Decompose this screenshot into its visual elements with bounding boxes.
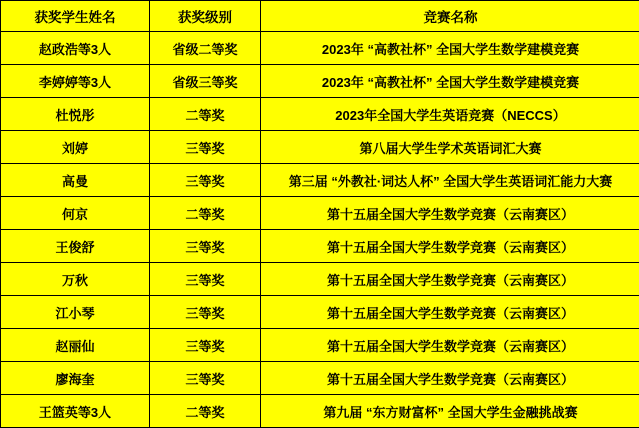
table-row [1, 362, 639, 395]
cell-competition-name: 2023年全国大学生英语竞赛（NECCS） [261, 98, 639, 131]
cell-competition-name: 第三届 “外教社·词达人杯” 全国大学生英语词汇能力大赛 [261, 164, 639, 197]
cell-student-name: 廖海奎 [1, 362, 150, 395]
cell-award-level: 三等奖 [150, 164, 261, 197]
cell-student-name: 江小琴 [1, 296, 150, 329]
column-header-competition-name: 竞赛名称 [261, 1, 639, 32]
cell-student-name: 赵丽仙 [1, 329, 150, 362]
table-row [1, 263, 639, 296]
table-row [1, 197, 639, 230]
table-row [1, 164, 639, 197]
cell-award-level: 省级三等奖 [150, 65, 261, 98]
cell-competition-name: 第八届大学生学术英语词汇大赛 [261, 131, 639, 164]
cell-competition-name: 第十五届全国大学生数学竞赛（云南赛区） [261, 197, 639, 230]
cell-competition-name: 第十五届全国大学生数学竞赛（云南赛区） [261, 230, 639, 263]
cell-competition-name: 2023年 “高教社杯” 全国大学生数学建模竞赛 [261, 65, 639, 98]
cell-student-name: 王篮英等3人 [1, 395, 150, 428]
table-row [1, 395, 639, 428]
cell-student-name: 赵政浩等3人 [1, 32, 150, 65]
table-row [1, 131, 639, 164]
cell-award-level: 三等奖 [150, 362, 261, 395]
table-row [1, 65, 639, 98]
column-header-student-name: 获奖学生姓名 [1, 1, 150, 32]
table-body [1, 32, 639, 428]
table-row [1, 296, 639, 329]
cell-competition-name: 2023年 “高教社杯” 全国大学生数学建模竞赛 [261, 32, 639, 65]
cell-award-level: 三等奖 [150, 230, 261, 263]
cell-award-level: 二等奖 [150, 395, 261, 428]
cell-student-name: 刘婷 [1, 131, 150, 164]
cell-competition-name: 第九届 “东方财富杯” 全国大学生金融挑战赛 [261, 395, 639, 428]
cell-student-name: 高曼 [1, 164, 150, 197]
cell-student-name: 何京 [1, 197, 150, 230]
cell-award-level: 三等奖 [150, 296, 261, 329]
cell-competition-name: 第十五届全国大学生数学竞赛（云南赛区） [261, 362, 639, 395]
cell-student-name: 李婷婷等3人 [1, 65, 150, 98]
cell-competition-name: 第十五届全国大学生数学竞赛（云南赛区） [261, 329, 639, 362]
column-header-award-level: 获奖级别 [150, 1, 261, 32]
table-header-row [1, 1, 639, 32]
cell-award-level: 二等奖 [150, 98, 261, 131]
cell-award-level: 二等奖 [150, 197, 261, 230]
cell-student-name: 万秋 [1, 263, 150, 296]
cell-award-level: 三等奖 [150, 131, 261, 164]
cell-competition-name: 第十五届全国大学生数学竞赛（云南赛区） [261, 296, 639, 329]
table-row [1, 329, 639, 362]
table-row [1, 98, 639, 131]
cell-award-level: 三等奖 [150, 329, 261, 362]
cell-award-level: 三等奖 [150, 263, 261, 296]
cell-competition-name: 第十五届全国大学生数学竞赛（云南赛区） [261, 263, 639, 296]
cell-student-name: 王俊舒 [1, 230, 150, 263]
cell-award-level: 省级二等奖 [150, 32, 261, 65]
table-row [1, 32, 639, 65]
cell-student-name: 杜悦彤 [1, 98, 150, 131]
table-row [1, 230, 639, 263]
